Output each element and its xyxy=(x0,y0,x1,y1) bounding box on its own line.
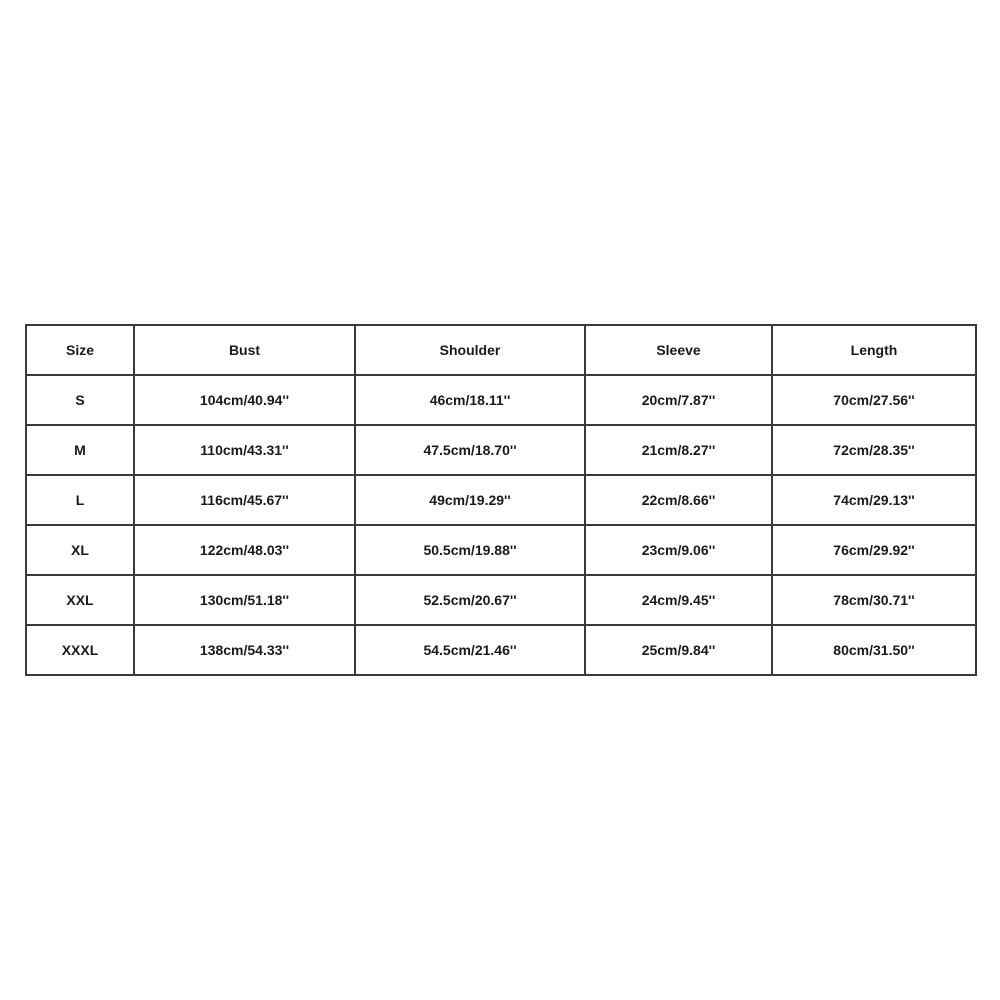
header-length: Length xyxy=(772,325,976,375)
cell-shoulder: 46cm/18.11'' xyxy=(355,375,585,425)
cell-length: 80cm/31.50'' xyxy=(772,625,976,675)
cell-sleeve: 21cm/8.27'' xyxy=(585,425,772,475)
table-row xyxy=(26,425,976,475)
cell-sleeve: 22cm/8.66'' xyxy=(585,475,772,525)
header-row xyxy=(26,325,976,375)
cell-shoulder: 49cm/19.29'' xyxy=(355,475,585,525)
cell-bust: 122cm/48.03'' xyxy=(134,525,355,575)
header-size: Size xyxy=(26,325,134,375)
cell-shoulder: 54.5cm/21.46'' xyxy=(355,625,585,675)
cell-length: 72cm/28.35'' xyxy=(772,425,976,475)
cell-size: XXXL xyxy=(26,625,134,675)
cell-sleeve: 23cm/9.06'' xyxy=(585,525,772,575)
cell-shoulder: 50.5cm/19.88'' xyxy=(355,525,585,575)
cell-sleeve: 24cm/9.45'' xyxy=(585,575,772,625)
table-row xyxy=(26,575,976,625)
cell-shoulder: 52.5cm/20.67'' xyxy=(355,575,585,625)
cell-sleeve: 20cm/7.87'' xyxy=(585,375,772,425)
table-row xyxy=(26,625,976,675)
header-shoulder: Shoulder xyxy=(355,325,585,375)
table-row xyxy=(26,375,976,425)
cell-length: 76cm/29.92'' xyxy=(772,525,976,575)
cell-size: L xyxy=(26,475,134,525)
cell-length: 74cm/29.13'' xyxy=(772,475,976,525)
cell-size: S xyxy=(26,375,134,425)
table-row xyxy=(26,525,976,575)
table-row xyxy=(26,475,976,525)
cell-bust: 110cm/43.31'' xyxy=(134,425,355,475)
cell-sleeve: 25cm/9.84'' xyxy=(585,625,772,675)
cell-bust: 104cm/40.94'' xyxy=(134,375,355,425)
cell-size: XL xyxy=(26,525,134,575)
cell-size: XXL xyxy=(26,575,134,625)
header-sleeve: Sleeve xyxy=(585,325,772,375)
size-chart-table xyxy=(25,324,977,676)
cell-bust: 130cm/51.18'' xyxy=(134,575,355,625)
cell-shoulder: 47.5cm/18.70'' xyxy=(355,425,585,475)
cell-size: M xyxy=(26,425,134,475)
cell-bust: 138cm/54.33'' xyxy=(134,625,355,675)
cell-bust: 116cm/45.67'' xyxy=(134,475,355,525)
cell-length: 78cm/30.71'' xyxy=(772,575,976,625)
header-bust: Bust xyxy=(134,325,355,375)
cell-length: 70cm/27.56'' xyxy=(772,375,976,425)
